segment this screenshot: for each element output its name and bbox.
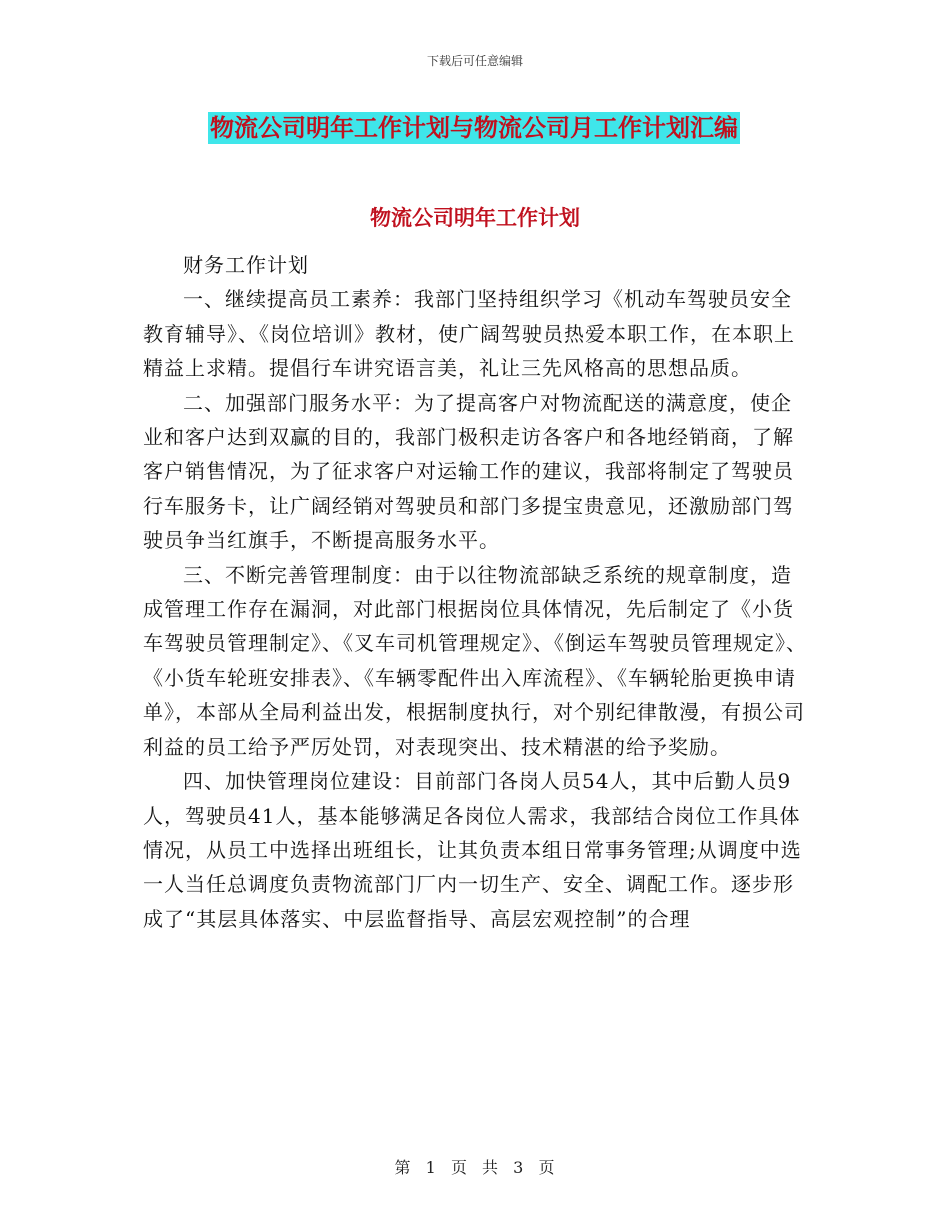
page-label-mid: 页 (450, 1158, 468, 1177)
page-footer (0, 1155, 950, 1178)
paragraph: 二、加强部门服务水平：为了提高客户对物流配送的满意度，使企业和客户达到双赢的目的，我部门极积走访各客户和各地经销商，了解客户销售情况，为了征求客户对运输工作的建议，我部将制定了驾驶员行车服务卡，让广阔经销对驾驶员和部门多提宝贵意见，还激励部门驾驶员争当红旗手，不断提高服务水平。 (143, 390, 794, 553)
total-pages: 3 (513, 1158, 525, 1177)
section-title: 物流公司明年工作计划 (370, 205, 580, 230)
page-number: 1 (425, 1158, 437, 1177)
total-suffix: 页 (538, 1158, 556, 1177)
total-prefix: 共 (482, 1158, 500, 1177)
paragraph: 四、加快管理岗位建设：目前部门各岗人员54人，其中后勤人员9人，驾驶员41人，基本能够满足各岗位人需求，我部结合岗位工作具体情况，从员工中选择出班组长，让其负责本组日常事务管理;从调度中选一人当任总调度负责物流部门厂内一切生产、安全、调配工作。逐步形成了“其层具体落实、中层监督指导、高层宏观控制”的合理 (143, 769, 802, 931)
paragraph-heading: 财务工作计划 (183, 253, 309, 277)
header-note: 下载后可任意编辑 (426, 54, 523, 68)
paragraph: 一、继续提高员工素养：我部门坚持组织学习《机动车驾驶员安全教育辅导》、《岗位培训》教材，使广阔驾驶员热爱本职工作，在本职上精益上求精。提倡行车讲究语言美，礼让三先风格高的思想品质。 (143, 287, 795, 381)
page-label-prefix: 第 (394, 1158, 412, 1177)
paragraph: 三、不断完善管理制度：由于以往物流部缺乏系统的规章制度，造成管理工作存在漏洞，对此部门根据岗位具体情况，先后制定了《小货车驾驶员管理制定》、《叉车司机管理规定》、《倒运车驾驶员管理规定》、《小货车轮班安排表》、《车辆零配件出入库流程》、《车辆轮胎更换申请单》，本部从全局利益出发，根据制度执行，对个别纪律散漫，有损公司利益的员工给予严厉处罚，对表现突出、技术精湛的给予奖励。 (143, 562, 807, 759)
document-body (143, 248, 808, 936)
document-title: 物流公司明年工作计划与物流公司月工作计划汇编 (210, 113, 738, 142)
